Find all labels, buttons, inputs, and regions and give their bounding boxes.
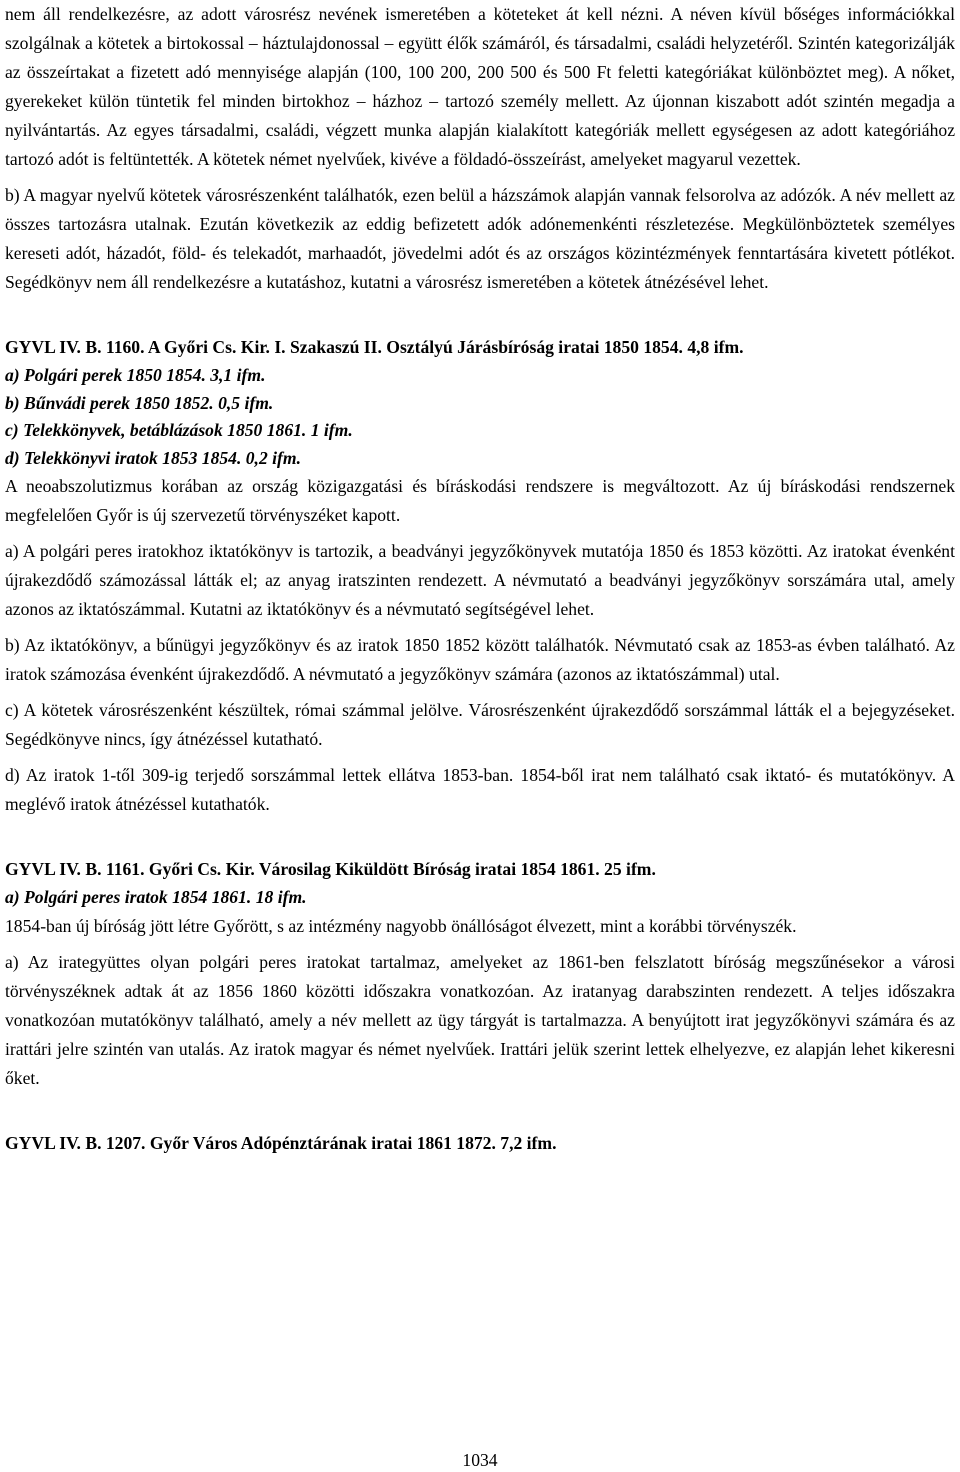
section-1160 (5, 333, 955, 819)
section-heading-1207: GYVL IV. B. 1207. Győr Város Adópénztárának iratai 1861 1872. 7,2 ifm. (5, 1132, 557, 1153)
section-intro-1161: 1854-ban új bíróság jött létre Győrött, s az intézmény nagyobb önállóságot élvezett, mint a korábbi törvényszék. (5, 915, 797, 936)
section-1207 (5, 1129, 955, 1158)
paragraph-1160-c: c) A kötetek városrészenként készültek, római számmal jelölve. Városrészenként újrakezdődő sorszámmal látták el a bejegyzéseket. Segédkönyve nincs, így átnézéssel kutatható. (5, 700, 955, 749)
paragraph-1160-d: d) Az iratok 1-től 309-ig terjedő sorszámmal lettek ellátva 1853-ban. 1854-ből irat nem található csak iktató- és mutatókönyv. A meglévő iratok átnézéssel kutathatók. (5, 765, 955, 814)
paragraph-1160-a: a) A polgári peres iratokhoz iktatókönyv is tartozik, a beadványi jegyzőkönyvek mutatója 1850 és 1853 közötti. Az iratokat évenként újrakezdődő számozással látták el; az anyag iratszinten rendezett. A névmutató a beadványi jegyzőkönyv sorszámára utal, amely azonos az iktatószámmal. Kutatni az iktatókönyv és a névmutató segítségével lehet. (5, 541, 955, 619)
document-page (5, 0, 955, 1158)
section-heading-1160: GYVL IV. B. 1160. A Győri Cs. Kir. I. Szakaszú II. Osztályú Járásbíróság iratai 1850 1854. 4,8 ifm. (5, 337, 744, 357)
subsection-civil-litigation: a) Polgári peres iratok 1854 1861. 18 ifm. (5, 887, 307, 907)
paragraph-1161-a: a) Az irategyüttes olyan polgári peres iratokat tartalmaz, amelyeket az 1861-ben felszlatott bíróság megszűnésekor a városi törvényszéknek adtak át az 1856 1860 közötti időszakra vonatkozóan. Az iratanyag darabszinten rendezett. A teljes időszakra vonatkozóan mutatókönyv található, amely a név mellett az ügy tárgyát is tartalmazza. A benyújtott irat jegyzőkönyvi számára és az irattári jelre szintén van utalás. Az iratok magyar és német nyelvűek. Irattári jelük szerint lettek elhelyezve, ez alapján lehet kikeresni őket. (5, 951, 955, 1088)
paragraph-hungarian-volumes: b) A magyar nyelvű kötetek városrészenként találhatók, ezen belül a házszámok alapján vannak felsorolva az adózók. A név mellett az összes tartozásra utalnak. Ezután következik az eddig befizetett adók adónemenkénti részletezése. Megkülönböztetek személyes kereseti adót, házadót, föld- és telekadót, marhaadót, jövedelmi adót és az országos közintézmények fenntartására kivetett pótlékot. Segédkönyv nem áll rendelkezésre a kutatáshoz, kutatni a városrész ismeretében a kötetek átnézésével lehet. (5, 185, 955, 292)
section-intro-1160: A neoabszolutizmus korában az ország közigazgatási és bíráskodási rendszere is megváltozott. Az új bíráskodási rendszernek megfelelően Győr is új szervezetű törvényszéket kapott. (5, 476, 955, 525)
subsection-criminal-cases: b) Bűnvádi perek 1850 1852. 0,5 ifm. (5, 392, 274, 413)
paragraph-tax-register-description: nem áll rendelkezésre, az adott városrész nevének ismeretében a köteteket át kell nézni. A néven kívül bőséges információkkal szolgálnak a kötetek a birtokossal – háztulajdonossal – együtt élők számáról, és társadalmi, családi helyzetéről. Szintén kategorizálják az összeírtakat a fizetett adó mennyisége alapján (100, 100 200, 200 500 és 500 Ft feletti kategóriákat különböztet meg). A nőket, gyerekeket külön tüntetik fel minden birtokhoz – házhoz – tartozó személy mellett. Az újonnan kiszabott adót szintén megadja a nyilvántartás. Az egyes társadalmi, családi, végzett munka alapján kialakított kategóriák mellett egységesen az adott kategóriához tartozó adót is feltüntették. A kötetek német nyelvűek, kivéve a földadó-összeírást, amelyeket magyarul vezettek. (5, 4, 955, 169)
section-heading-1161: GYVL IV. B. 1161. Győri Cs. Kir. Városilag Kiküldött Bíróság iratai 1854 1861. 25 ifm. (5, 859, 656, 879)
subsection-land-registers: c) Telekkönyvek, betáblázások 1850 1861. 1 ifm. (5, 420, 353, 440)
subsection-civil-cases: a) Polgári perek 1850 1854. 3,1 ifm. (5, 365, 266, 385)
subsection-land-register-documents: d) Telekkönyvi iratok 1853 1854. 0,2 ifm. (5, 447, 301, 468)
page-number: 1034 (462, 1450, 498, 1470)
paragraph-1160-b: b) Az iktatókönyv, a bűnügyi jegyzőkönyv és az iratok 1850 1852 között találhatók. Névmutató csak az 1853-as évben található. Az iratok számozása évenként újrakezdődő. A névmutató a jegyzőkönyv számára (azonos az iktatószámmal) utal. (5, 635, 955, 684)
section-1161 (5, 855, 955, 1093)
